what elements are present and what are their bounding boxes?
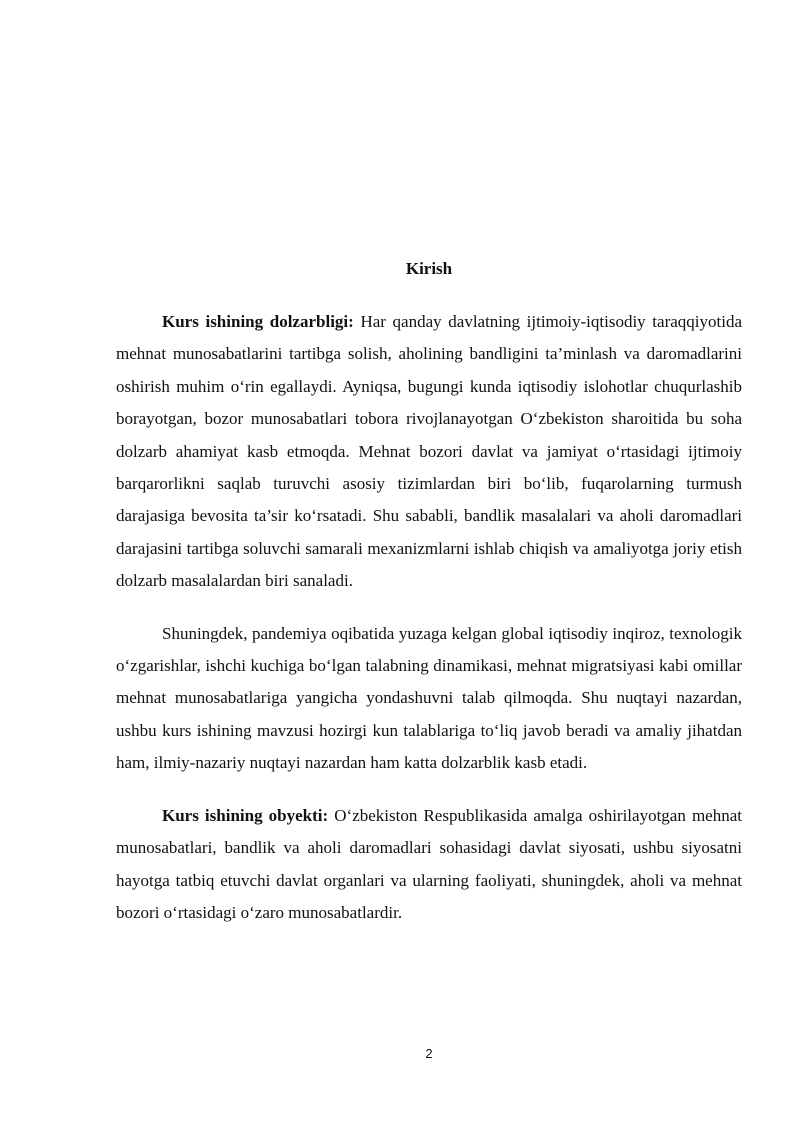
paragraph-object bbox=[116, 800, 742, 930]
document-body bbox=[116, 306, 742, 929]
paragraph-text-context: Shuningdek, pandemiya oqibatida yuzaga kelgan global iqtisodiy inqiroz, texnologik o‘zgarishlar, ishchi kuchiga bo‘lgan talabning dinamikasi, mehnat migratsiyasi kabi omillar mehnat munosabatlariga yangicha yondashuvni talab qilmoqda. Shu nuqtayi nazardan, ushbu kurs ishining mavzusi hozirgi kun talablariga to‘liq javob beradi va amaliy jihatdan ham, ilmiy-nazariy nuqtayi nazardan ham katta dolzarblik kasb etadi. bbox=[116, 623, 742, 773]
page-title: Kirish bbox=[405, 259, 453, 278]
paragraph-lead-relevance: Kurs ishining dolzarbligi: bbox=[162, 312, 354, 331]
page-number: 2 bbox=[425, 1046, 433, 1061]
paragraph-text-relevance: Har qanday davlatning ijtimoiy-iqtisodiy taraqqiyotida mehnat munosabatlarini tartibga solish, aholining bandligini ta’minlash va daromadlarini oshirish muhim o‘rin egallaydi. Ayniqsa, bugungi kunda iqtisodiy islohotlar chuqurlashib borayotgan, bozor munosabatlari tobora rivojlanayotgan O‘zbekiston sharoitida bu soha dolzarb ahamiyat kasb etmoqda. Mehnat bozori davlat va jamiyat o‘rtasidagi ijtimoiy barqarorlikni saqlab turuvchi asosiy tizimlardan biri bo‘lib, fuqarolarning turmush darajasiga bevosita ta’sir ko‘rsatadi. Shu sababli, bandlik masalalari va aholi daromadlari darajasini tartibga soluvchi samarali mexanizmlarni ishlab chiqish va amaliyotga joriy etish dolzarb masalalardan biri sanaladi. bbox=[116, 312, 742, 591]
paragraph-relevance bbox=[116, 306, 742, 598]
paragraph-lead-object: Kurs ishining obyekti: bbox=[162, 805, 329, 825]
paragraph-text-object: O‘zbekiston Respublikasida amalga oshirilayotgan mehnat munosabatlari, bandlik va aholi daromadlari sohasidagi davlat siyosati, ushbu siyosatni hayotga tatbiq etuvchi davlat organlari va ularning faoliyati, shuningdek, aholi va mehnat bozori o‘rtasidagi o‘zaro munosabatlardir. bbox=[116, 805, 742, 922]
paragraph-context bbox=[116, 618, 742, 780]
